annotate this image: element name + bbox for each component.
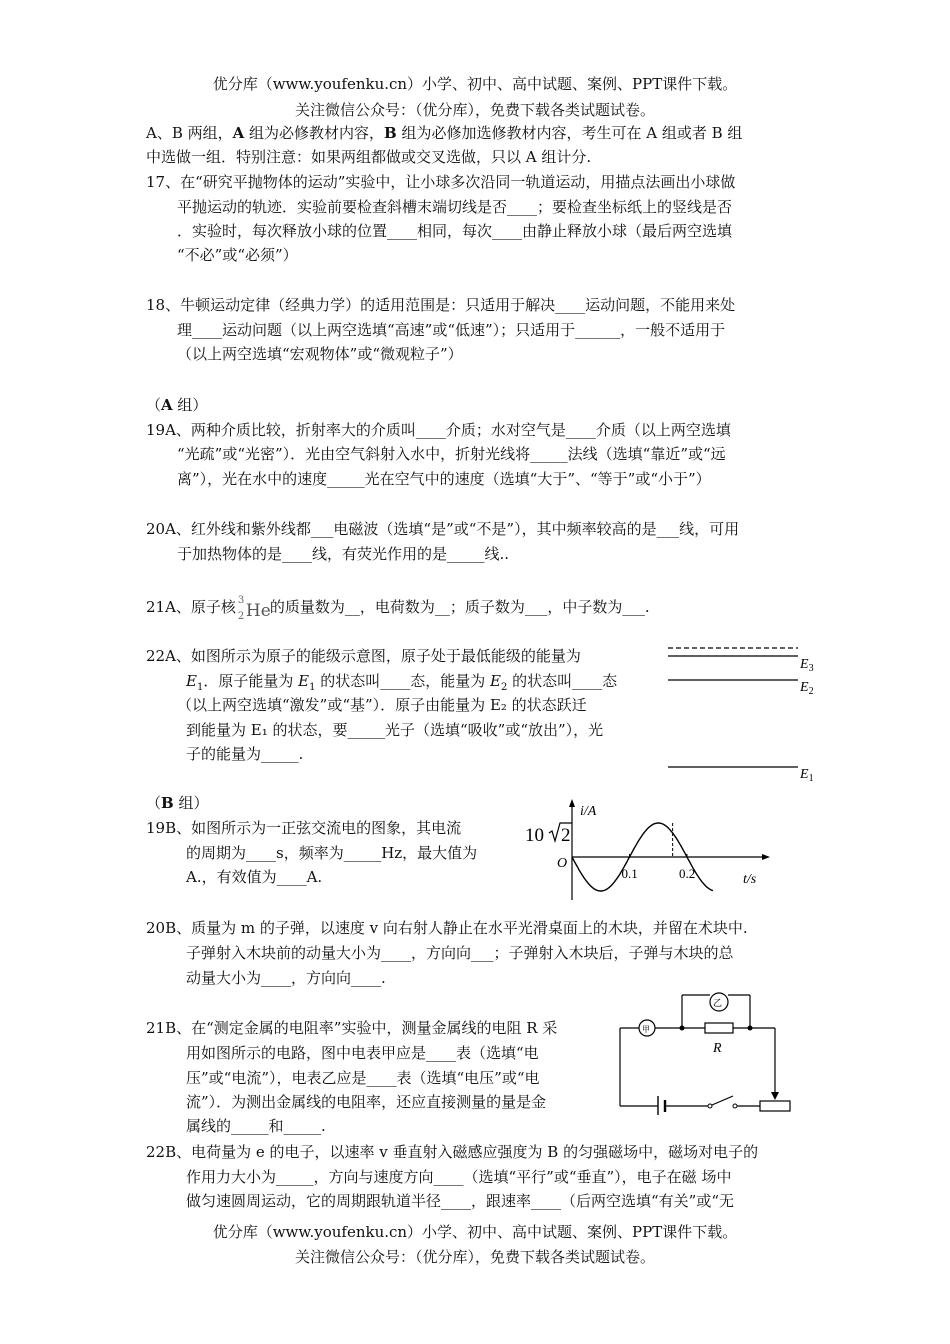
y-axis-arrow bbox=[569, 799, 575, 807]
header-line-1: 优分库（www.youfenku.cn）小学、初中、高中试题、案例、PPT课件下载。 bbox=[212, 75, 738, 93]
q22a-line-1: 22A、如图所示为原子的能级示意图，原子处于最低能级的能量为 bbox=[146, 647, 581, 665]
q18-line-1: 18、牛顿运动定律（经典力学）的适用范围是：只适用于解决____运动问题，不能用来处 bbox=[146, 296, 736, 314]
q21b-line-3: 压”或“电流”），电表乙应是____表（选填“电压”或“电 bbox=[186, 1069, 540, 1087]
footer-line-2: 关注微信公众号：（优分库），免费下载各类试题试卷。 bbox=[294, 1248, 655, 1266]
origin-label: O bbox=[557, 856, 568, 871]
q18-line-3: （以上两空选填“宏观物体”或“微观粒子”） bbox=[177, 345, 463, 363]
q17-line-2: 平抛运动的轨迹．实验前要检查斜槽末端切线是否____；要检查坐标纸上的竖线是否 bbox=[177, 198, 733, 216]
x-tick-label-0.2: 0.2 bbox=[679, 866, 696, 881]
svg-text:乙: 乙 bbox=[713, 998, 723, 1008]
x-axis-label: t/s bbox=[743, 872, 757, 887]
resistor-r bbox=[705, 1023, 733, 1033]
q19a-line-3: 离”），光在水中的速度_____光在空气中的速度（选填“大于”、“等于”或“小于”） bbox=[177, 470, 711, 488]
switch-blade bbox=[712, 1096, 733, 1105]
q22b-line-1: 22B、电荷量为 e 的电子，以速率 v 垂直射入磁感应强度为 B 的匀强磁场中，磁场对电子的 bbox=[146, 1143, 759, 1161]
q17-line-3: ．实验时，每次释放小球的位置____相同，每次____由静止释放小球（最后两空选填 bbox=[177, 222, 733, 240]
q17-line-1: 17、在“研究平抛物体的运动”实验中，让小球多次沿同一轨道运动，用描点法画出小球做 bbox=[146, 173, 736, 191]
y-axis-label: i/A bbox=[580, 804, 597, 819]
q20b-line-2: 子弹射入木块前的动量大小为____，方向向___；子弹射入木块后，子弹与木块的总 bbox=[186, 944, 734, 962]
q21b-line-5: 属线的_____和_____. bbox=[186, 1117, 326, 1135]
q22b-line-3: 做匀速圆周运动，它的周期跟轨道半径____，跟速率____（后两空选填“有关”或“无 bbox=[186, 1192, 735, 1210]
energy-level-diagram bbox=[660, 640, 830, 790]
x-axis-arrow bbox=[762, 854, 770, 860]
q22a-line-4: 到能量为 E₁ 的状态，要_____光子（选填“吸收”或“放出”），光 bbox=[186, 721, 604, 739]
q21b-line-1: 21B、在“测定金属的电阻率”实验中，测量金属线的电阻 R 采 bbox=[146, 1019, 558, 1037]
level-e2-label: $E_2$ bbox=[800, 680, 814, 697]
group-b-heading: （B 组） bbox=[146, 794, 209, 812]
amplitude-label: 10 bbox=[525, 825, 544, 846]
q19b-line-1: 19B、如图所示为一正弦交流电的图象，其电流 bbox=[146, 819, 462, 837]
level-e1-label: $E_1$ bbox=[800, 767, 814, 784]
q22b-line-2: 作用力大小为_____，方向与速度方向____（选填“平行”或“垂直”），电子在磁 场中 bbox=[186, 1168, 732, 1186]
q22a-line-2: $E_1$．原子能量为 $E_1$ 的状态叫____态，能量为 $E_2$ 的状态叫____态 bbox=[186, 672, 618, 693]
header-line-2: 关注微信公众号：（优分库），免费下载各类试题试卷。 bbox=[294, 101, 655, 119]
notice-line-1: A、B 两组，A 组为必修教材内容，B 组为必修加选修教材内容，考生可在 A 组或者 B 组 bbox=[146, 124, 743, 142]
q21b-line-4: 流”）．为测出金属线的电阻率，还应直接测量的量是金 bbox=[186, 1093, 547, 1111]
rheostat-slider-arrow bbox=[771, 1092, 779, 1100]
circuit-diagram bbox=[610, 990, 810, 1115]
svg-text:甲: 甲 bbox=[642, 1025, 650, 1034]
ac-current-chart bbox=[520, 795, 780, 905]
q20a-line-2: 于加热物体的是____线，有荧光作用的是_____线.. bbox=[177, 545, 510, 563]
group-a-heading: （A 组） bbox=[146, 396, 208, 414]
q19b-line-2: 的周期为____s，频率为_____Hz，最大值为 bbox=[186, 844, 478, 862]
q22a-line-5: 子的能量为_____. bbox=[186, 745, 304, 763]
voltmeter-yi bbox=[710, 993, 728, 1011]
amplitude-radicand: 2 bbox=[561, 825, 571, 846]
q20b-line-3: 动量大小为____，方向向____. bbox=[186, 969, 386, 987]
footer-line-1: 优分库（www.youfenku.cn）小学、初中、高中试题、案例、PPT课件下载。 bbox=[212, 1223, 738, 1241]
q20a-line-1: 20A、红外线和紫外线都___电磁波（选填“是”或“不是”），其中频率较高的是___线，可用 bbox=[146, 520, 740, 538]
q20b-line-1: 20B、质量为 m 的子弹，以速度 v 向右射人静止在水平光滑桌面上的木块，并留在术块中. bbox=[146, 919, 748, 937]
helium-nuclide: 3 2 He bbox=[237, 595, 271, 622]
q18-line-2: 理____运动问题（以上两空选填“高速”或“低速”）；只适用于______，一般不适用于 bbox=[177, 321, 726, 339]
level-e3-label: $E_3$ bbox=[800, 657, 814, 674]
q21a-line: 21A、原子核 3 2 He 的质量数为__，电荷数为__；质子数为___，中子数为___. bbox=[146, 595, 650, 622]
q19a-line-1: 19A、两种介质比较，折射率大的介质叫____介质；水对空气是____介质（以上两空选填 bbox=[146, 421, 731, 439]
q21b-line-2: 用如图所示的电路，图中电表甲应是____表（选填“电 bbox=[186, 1044, 539, 1062]
rheostat bbox=[760, 1101, 790, 1111]
q19a-line-2: “光疏”或“光密”）．光由空气斜射入水中，折射光线将_____法线（选填“靠近”或“远 bbox=[177, 445, 726, 463]
x-tick-label-0.1: 0.1 bbox=[621, 866, 638, 881]
ammeter-jia bbox=[639, 1020, 655, 1036]
notice-line-2: 中选做一组．特别注意：如果两组都做或交叉选做，只以 A 组计分. bbox=[146, 148, 592, 166]
q22a-line-3: （以上两空选填“激发”或“基”）．原子由能量为 E₂ 的状态跃迁 bbox=[177, 696, 587, 714]
resistor-label: R bbox=[713, 1041, 722, 1056]
q19b-line-3: A.，有效值为____A. bbox=[186, 868, 323, 886]
q17-line-4: “不必”或“必须”） bbox=[177, 246, 298, 264]
